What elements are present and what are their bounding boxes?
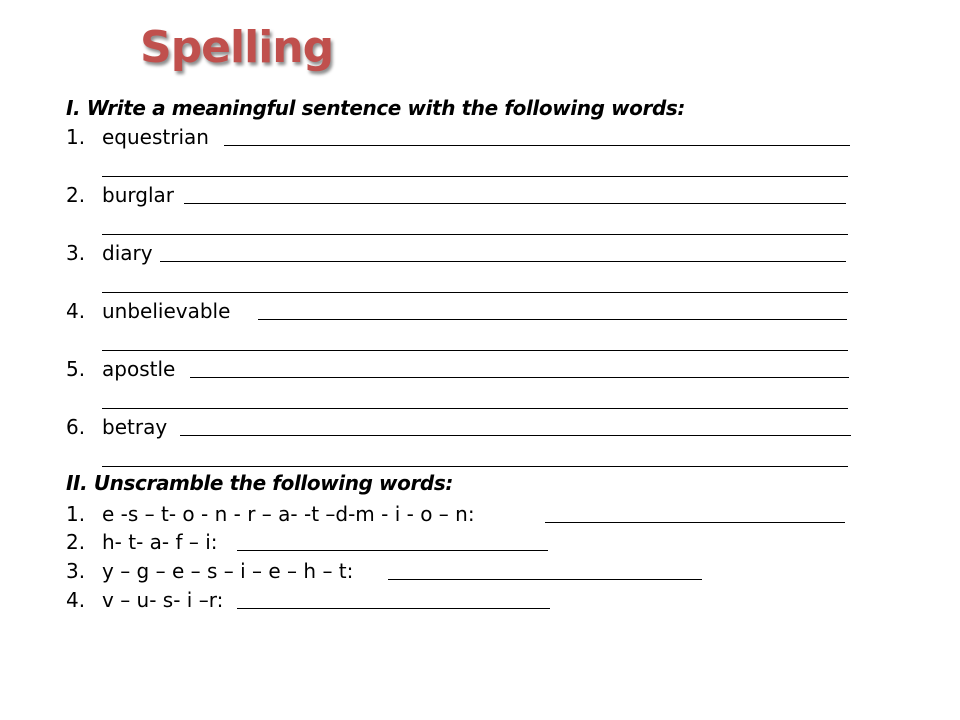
answer-line[interactable] [102,466,848,467]
page-title: Spelling [140,22,334,73]
item-number: 3. [66,559,86,583]
section-1-heading: I. Write a meaningful sentence with the following words: [66,96,685,120]
item-number: 3. [66,241,86,265]
section-2-heading: II. Unscramble the following words: [66,471,453,495]
answer-line[interactable] [102,408,848,409]
vocab-word: apostle [102,357,176,381]
item-number: 4. [66,299,86,323]
answer-line[interactable] [102,234,848,235]
answer-line[interactable] [237,608,550,609]
answer-line[interactable] [224,145,850,146]
scrambled-letters: y – g – e – s – i – e – h – t: [102,559,354,583]
answer-line[interactable] [545,522,845,523]
answer-line[interactable] [180,435,851,436]
answer-line[interactable] [388,579,702,580]
item-number: 6. [66,415,86,439]
scrambled-letters: v – u- s- i –r: [102,588,224,612]
answer-line[interactable] [184,203,846,204]
answer-line[interactable] [102,350,848,351]
answer-line[interactable] [160,261,846,262]
item-number: 4. [66,588,86,612]
item-number: 2. [66,183,86,207]
vocab-word: unbelievable [102,299,231,323]
item-number: 1. [66,502,86,526]
vocab-word: burglar [102,183,174,207]
answer-line[interactable] [190,377,849,378]
vocab-word: diary [102,241,153,265]
item-number: 1. [66,125,86,149]
vocab-word: equestrian [102,125,209,149]
scrambled-letters: e -s – t- o - n - r – a- -t –d-m - i - o – n: [102,502,475,526]
answer-line[interactable] [102,176,848,177]
vocab-word: betray [102,415,168,439]
answer-line[interactable] [258,319,847,320]
item-number: 2. [66,530,86,554]
answer-line[interactable] [237,550,548,551]
answer-line[interactable] [102,292,848,293]
scrambled-letters: h- t- a- f – i: [102,530,218,554]
item-number: 5. [66,357,86,381]
